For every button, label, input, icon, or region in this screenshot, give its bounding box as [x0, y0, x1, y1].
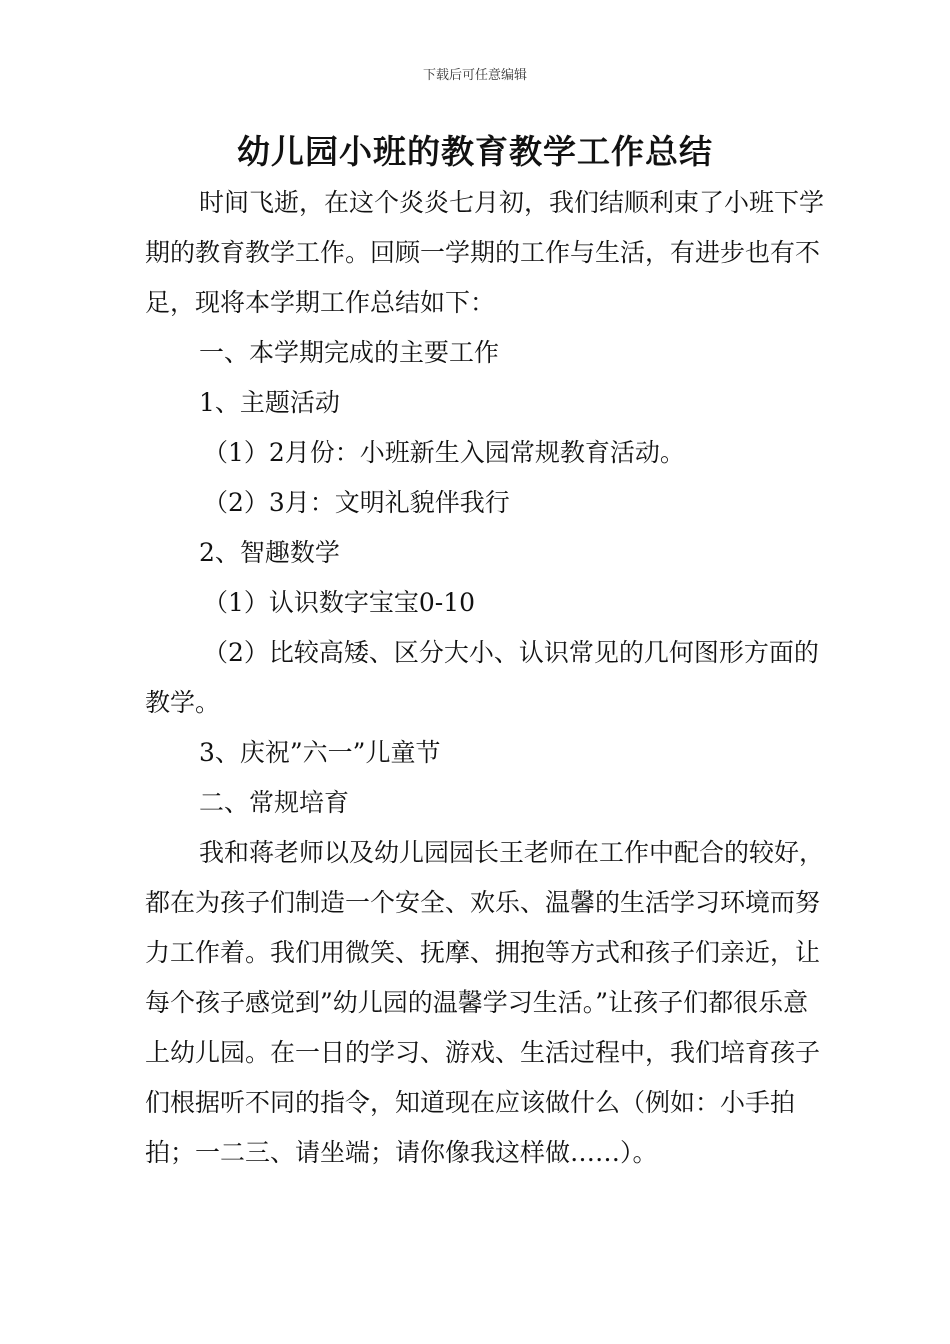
section-heading-main-work: 一、本学期完成的主要工作	[199, 338, 500, 367]
subheading-childrens-day: 3、庆祝”六一”儿童节	[199, 738, 441, 767]
subheading-math: 2、智趣数学	[199, 538, 340, 567]
list-item-comparison: （2）比较高矮、区分大小、认识常见的几何图形方面的教学。	[145, 638, 819, 717]
document-title: 幼儿园小班的教育教学工作总结	[237, 132, 713, 171]
section-heading-routine: 二、常规培育	[199, 788, 350, 817]
list-item-march: （2）3月：文明礼貌伴我行	[203, 488, 510, 517]
routine-paragraph: 我和蒋老师以及幼儿园园长王老师在工作中配合的较好，都在为孩子们制造一个安全、欢乐、温馨的生活学习环境而努力工作着。我们用微笑、抚摩、拥抱等方式和孩子们亲近，让每个孩子感觉到”幼儿园的温馨学习生活。”让孩子们都很乐意上幼儿园。在一日的学习、游戏、生活过程中，我们培育孩子们根据听不同的指令，知道现在应该做什么（例如：小手拍拍；一二三、请坐端；请你像我这样做……）。	[145, 838, 825, 1167]
subheading-theme-activities: 1、主题活动	[199, 388, 340, 417]
header-note: 下载后可任意编辑	[422, 68, 527, 83]
list-item-february: （1）2月份：小班新生入园常规教育活动。	[203, 438, 685, 467]
list-item-numbers: （1）认识数字宝宝0-10	[203, 588, 476, 617]
document-body	[145, 178, 825, 1178]
intro-paragraph: 时间飞逝，在这个炎炎七月初，我们结顺利束了小班下学期的教育教学工作。回顾一学期的工作与生活，有进步也有不足，现将本学期工作总结如下：	[145, 188, 825, 317]
